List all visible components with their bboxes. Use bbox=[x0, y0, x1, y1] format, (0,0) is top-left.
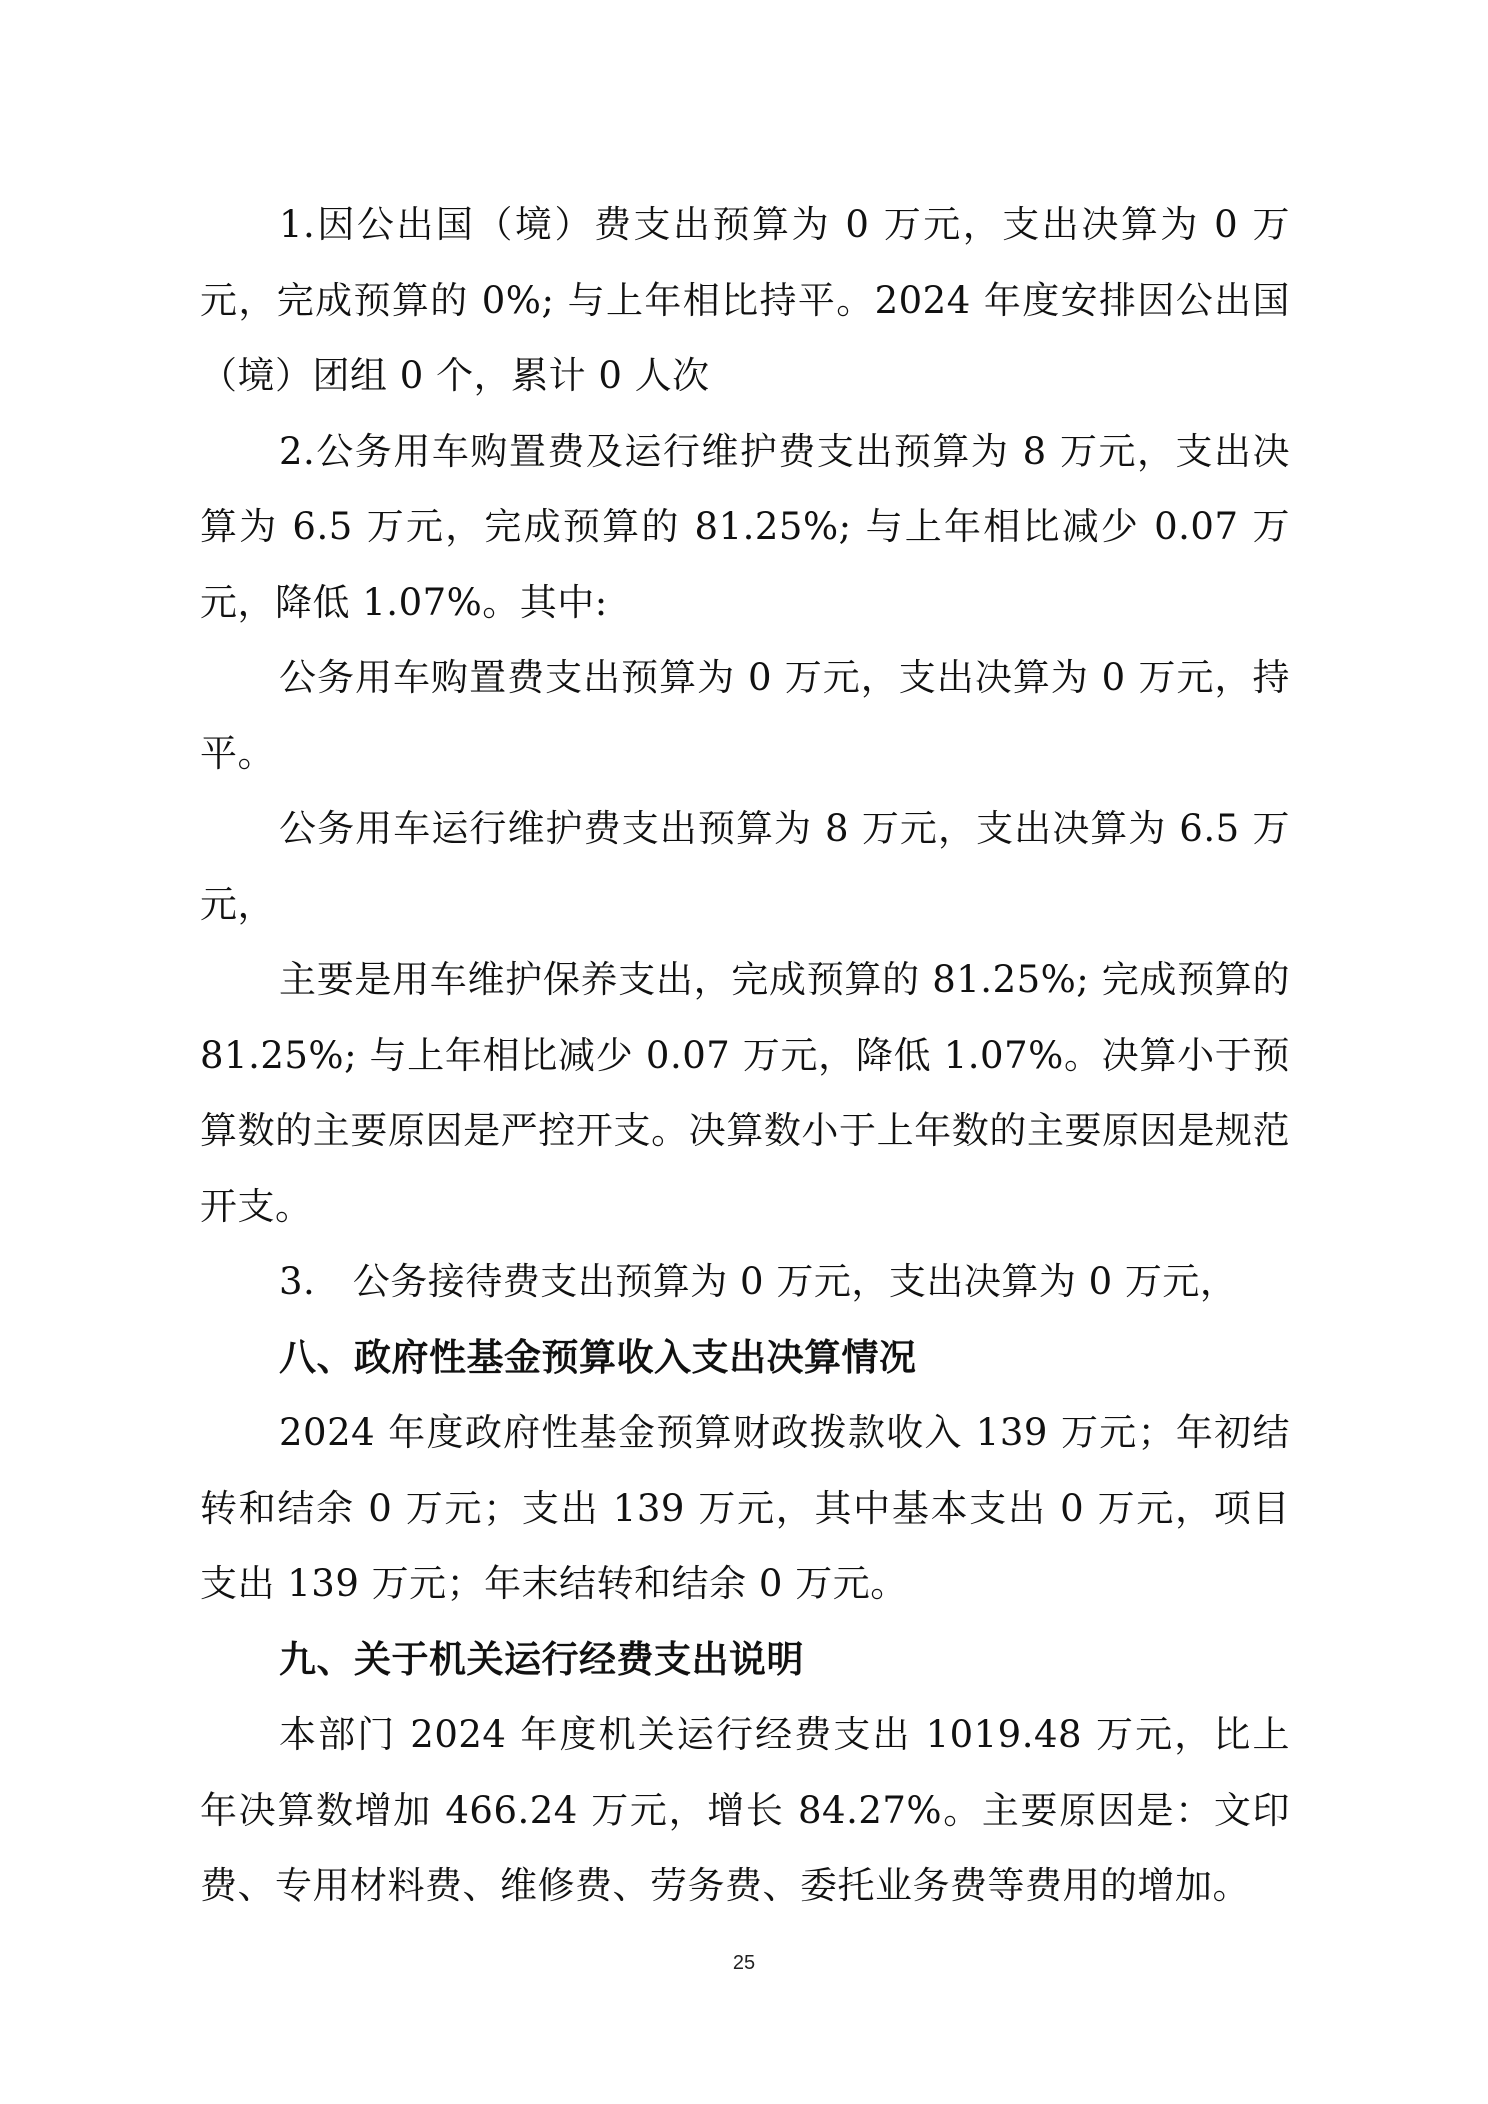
heading-operating-expenses: 九、关于机关运行经费支出说明 bbox=[279, 1637, 804, 1681]
body-text bbox=[200, 187, 1290, 1924]
page-number: 25 bbox=[732, 1952, 756, 1974]
heading-government-fund: 八、政府性基金预算收入支出决算情况 bbox=[279, 1335, 917, 1379]
paragraph-vehicle-purchase: 公务用车购置费支出预算为 0 万元，支出决算为 0 万元，持平。 bbox=[200, 656, 1290, 775]
paragraph-operating-expenses: 本部门 2024 年度机关运行经费支出 1019.48 万元，比上年决算数增加 466.24 万元，增长 84.27%。主要原因是：文印费、专用材料费、维修费、劳务费、委托业务费等费用的增加。 bbox=[200, 1713, 1290, 1907]
paragraph-reception-costs: 3. 公务接待费支出预算为 0 万元，支出决算为 0 万元， bbox=[279, 1260, 1238, 1303]
paragraph-maintenance-reason: 主要是用车维护保养支出，完成预算的 81.25%; 完成预算的 81.25%; 与上年相比减少 0.07 万元，降低 1.07%。决算小于预算数的主要原因是严控开支。决算数小于上年数的主要原因是规范开支。 bbox=[200, 958, 1290, 1228]
paragraph-government-fund: 2024 年度政府性基金预算财政拨款收入 139 万元；年初结转和结余 0 万元；支出 139 万元，其中基本支出 0 万元，项目支出 139 万元；年末结转和结余 0 万元。 bbox=[200, 1411, 1290, 1605]
paragraph-vehicle-operation: 公务用车运行维护费支出预算为 8 万元，支出决算为 6.5 万元， bbox=[200, 807, 1290, 926]
paragraph-vehicle-costs: 2.公务用车购置费及运行维护费支出预算为 8 万元，支出决算为 6.5 万元，完成预算的 81.25%; 与上年相比减少 0.07 万元，降低 1.07%。其中: bbox=[200, 429, 1290, 624]
paragraph-outbound-travel: 1.因公出国（境）费支出预算为 0 万元，支出决算为 0 万元，完成预算的 0%; 与上年相比持平。2024 年度安排因公出国（境）团组 0 个，累计 0 人次 bbox=[200, 203, 1290, 397]
